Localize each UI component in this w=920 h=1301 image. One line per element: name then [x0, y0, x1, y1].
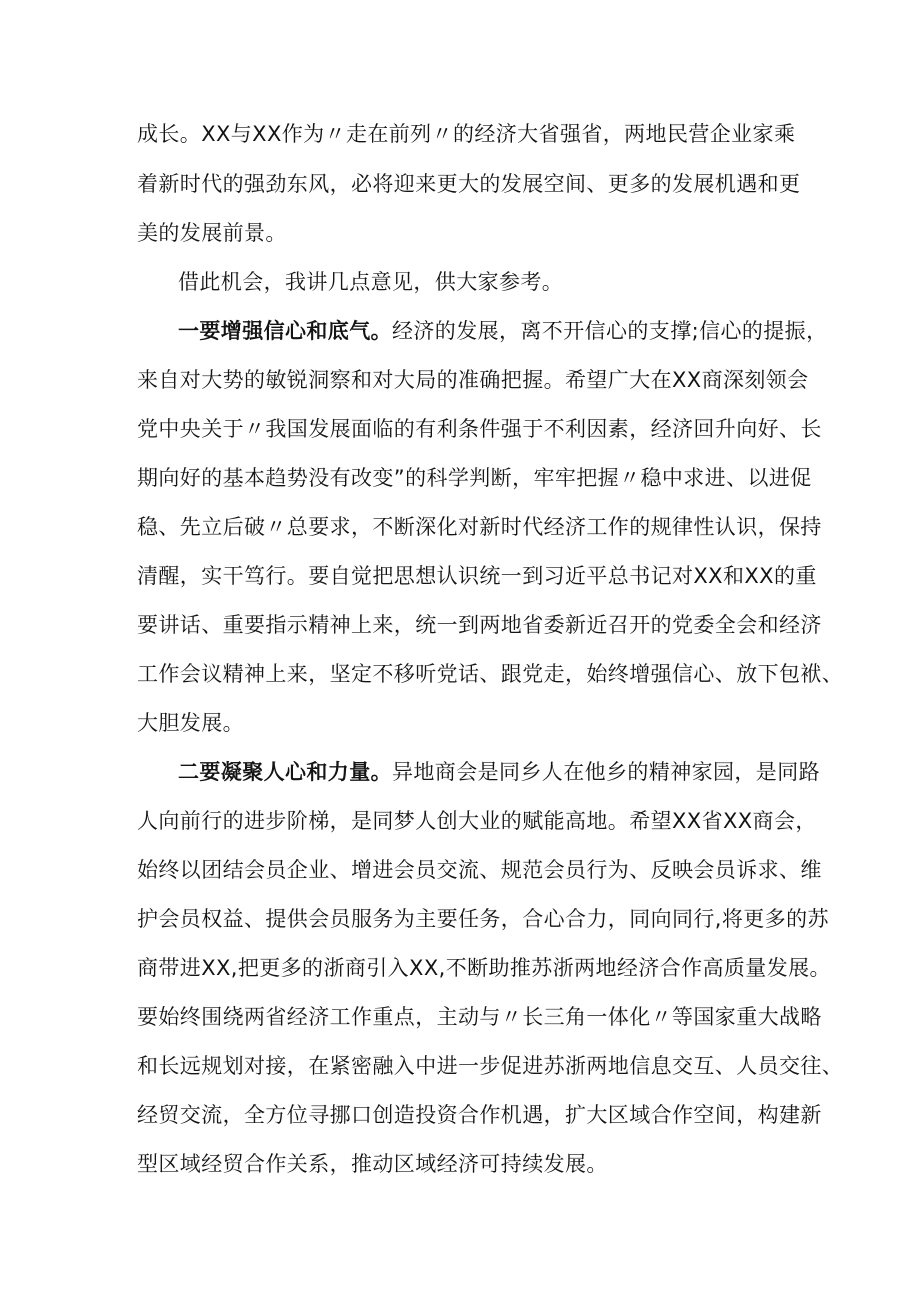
text-line: 成长。XX与XX作为〃走在前列〃的经济大省强省，两地民营企业家乘 — [137, 122, 796, 146]
section-heading: 二要凝聚人心和力量。 — [178, 760, 392, 784]
text-line: 始终以团结会员企业、增进会员交流、规范会员行为、反映会员诉求、维 — [137, 858, 822, 882]
text-line: 党中央关于〃我国发展面临的有利条件强于不利因素，经济回升向好、长 — [137, 417, 822, 441]
text-run: 异地商会是同乡人在他乡的精神家园，是同路 — [392, 760, 820, 784]
text-line: 工作会议精神上来，坚定不移听党话、跟党走，始终增强信心、放下包袱、 — [137, 662, 844, 686]
text-line: 期向好的基本趋势没有改变”的科学判断，牢牢把握〃稳中求进、以进促 — [137, 466, 812, 490]
section-heading: 一要增强信心和底气。 — [178, 319, 392, 343]
text-line: 型区域经贸合作关系，推动区域经济可持续发展。 — [137, 1152, 608, 1176]
text-line: 经贸交流，全方位寻挪口创造投资合作机遇，扩大区域合作空间，构建新 — [137, 1103, 822, 1127]
text-line: 要讲话、重要指示精神上来，统一到两地省委新近召开的党委全会和经济 — [137, 613, 822, 637]
text-line: 来自对大势的敏锐洞察和对大局的准确把握。希望广大在XX商深刻领会 — [137, 368, 809, 392]
paragraph-first-line — [178, 757, 820, 787]
text-line: 美的发展前景。 — [137, 221, 287, 245]
text-line: 借此机会，我讲几点意见，供大家参考。 — [178, 270, 564, 294]
text-line: 护会员权益、提供会员服务为主要任务，合心合力，同向同行,将更多的苏 — [137, 907, 829, 931]
text-line: 着新时代的强劲东风，必将迎来更大的发展空间、更多的发展机遇和更 — [137, 172, 801, 196]
text-line: 大胆发展。 — [137, 711, 244, 735]
text-line: 商带进XX,把更多的浙商引入XX,不断助推苏浙两地经济合作高质量发展。 — [137, 956, 831, 980]
paragraph-first-line — [178, 316, 827, 346]
text-line: 和长远规划对接，在紧密融入中进一步促进苏浙两地信息交互、人员交往、 — [137, 1054, 844, 1078]
text-line: 人向前行的进步阶梯，是同梦人创大业的赋能高地。希望XX省XX商会， — [137, 809, 817, 833]
text-run: 经济的发展，离不开信心的支撑;信心的提振， — [392, 319, 828, 343]
text-line: 稳、先立后破〃总要求，不断深化对新时代经济工作的规律性认识，保持 — [137, 515, 822, 539]
text-line: 要始终围绕两省经济工作重点，主动与〃长三角一体化〃等国家重大战略 — [137, 1005, 822, 1029]
text-line: 清醒，实干笃行。要自觉把思想认识统一到习近平总书记对XX和XX的重 — [137, 564, 817, 588]
